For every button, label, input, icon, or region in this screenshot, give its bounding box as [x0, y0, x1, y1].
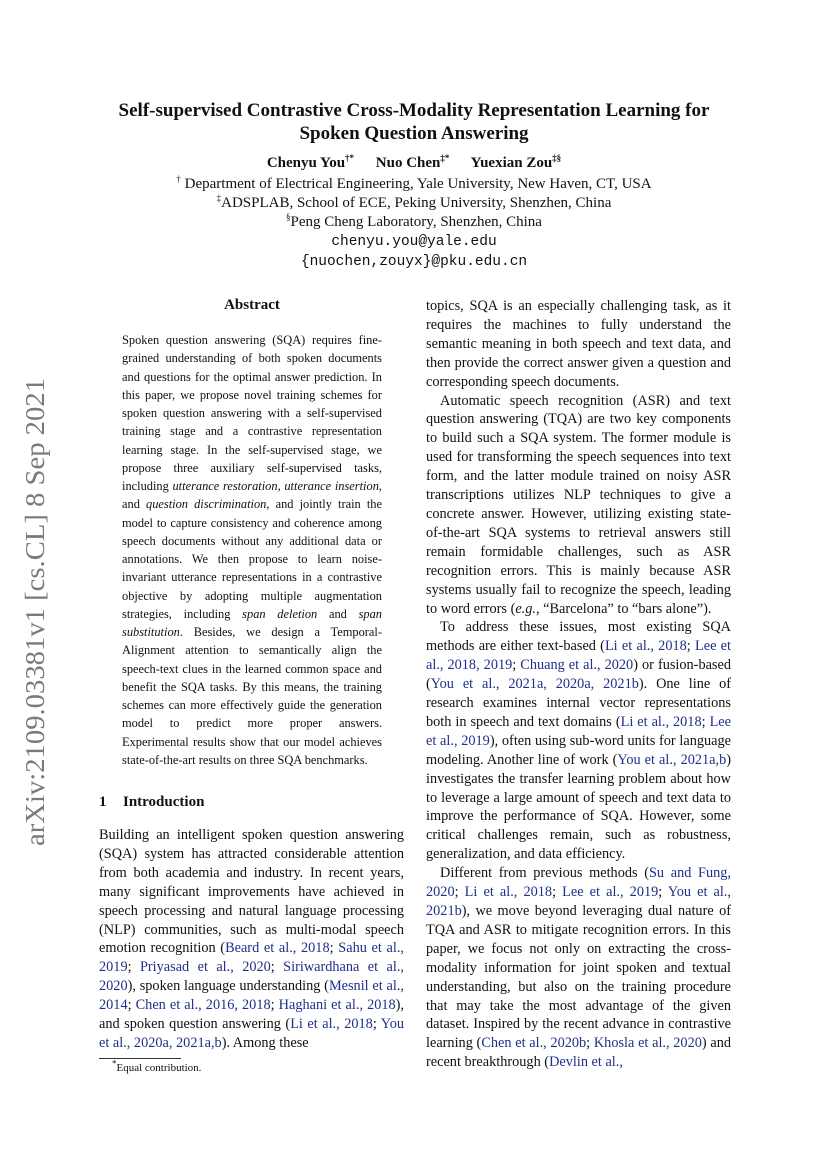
affiliation-text: Department of Electrical Engineering, Yale University, New Haven, CT, USA — [180, 176, 652, 192]
citation-link[interactable]: Li et al., 2018 — [290, 1016, 373, 1033]
affiliation-3 — [80, 213, 748, 232]
citation-link[interactable]: Haghani et al., 2018 — [278, 997, 396, 1014]
citation-link[interactable]: Chen et al., 2016, 2018 — [135, 997, 271, 1014]
affiliation-text: ADSPLAB, School of ECE, Peking University, Shenzhen, China — [221, 195, 612, 211]
author-name: Yuexian Zou — [470, 155, 553, 171]
citation-link[interactable]: Priyasad et al., 2020 — [139, 959, 271, 976]
citation-link[interactable]: Chuang et al., 2020 — [520, 657, 634, 674]
section-title: Introduction — [123, 794, 205, 810]
citation-link[interactable]: You et al., 2021a,b — [617, 751, 727, 768]
paragraph-2: Automatic speech recognition (ASR) and text question answering (TQA) are two key components to build such a SQA system. The former module is used for transforming the speech sequences into text form, and the latter module trained on noisy ASR transcriptions utilizes NLP techniques to give a concrete answer. However, utilizing existing state-of-the-art SQA systems to retrieval answers still remain formidable challenges, such as ASR recognition errors. This is mainly because ASR systems usually fail to recognize the speech, leading to word errors (e.g., “Barcelona” to “bars alone”). — [426, 392, 731, 617]
affiliation-text: Peng Cheng Laboratory, Shenzhen, China — [290, 214, 542, 230]
footnote — [112, 1058, 202, 1074]
section-number: 1 — [99, 794, 107, 810]
right-column-body — [426, 297, 731, 1072]
paragraph-3: To address these issues, most existing SQA methods are either text-based (Li et al., 2018; Lee et al., 2018, 2019; Chuang et al., 2020) or fusion-based (You et al., 2021a, 2020a, 2021b). One line of research examines internal vector representations both in speech and text domains (Li et al., 2018; Lee et al., 2019), often using sub-word units for language modeling. Another line of work (You et al., 2021a,b) investigates the transfer learning problem about how to leverage a large amount of speech and text data to improve the performance of SQA. However, some critical challenges remain, such as robustness, generalization, and data efficiency. — [426, 619, 731, 863]
citation-link[interactable]: Devlin et al., — [549, 1054, 623, 1071]
citation-link[interactable]: Su and Fung, 2020 — [426, 865, 731, 901]
author-list — [80, 153, 748, 173]
email-1: chenyu.you@yale.edu — [331, 234, 497, 250]
footnote-mark: * — [112, 1058, 117, 1069]
author-marks: ‡* — [440, 153, 450, 163]
author-name: Nuo Chen — [375, 155, 441, 171]
citation-link[interactable]: Lee et al., 2018, 2019 — [426, 638, 731, 674]
citation-link[interactable]: Lee et al., 2019 — [426, 713, 731, 749]
affiliation-mark: ‡ — [216, 193, 222, 203]
citation-link[interactable]: Lee et al., 2019 — [562, 884, 659, 901]
title-line-2: Spoken Question Answering — [299, 123, 529, 144]
citation-link[interactable]: You et al., 2021b — [426, 884, 732, 919]
affiliation-mark: † — [176, 174, 181, 184]
citation-link[interactable]: You et al., 2020a, 2021a,b — [99, 1016, 404, 1051]
arxiv-side-label — [14, 376, 54, 846]
citation-link[interactable]: Khosla et al., 2020 — [593, 1035, 702, 1052]
affiliation-mark: § — [286, 212, 291, 222]
footnote-text: Equal contribution. — [116, 1062, 202, 1074]
citation-link[interactable]: Li et al., 2018 — [620, 713, 702, 730]
author-name: Chenyu You — [266, 155, 346, 171]
intro-paragraph: Building an intelligent spoken question answering (SQA) system has attracted considerable attention from both academia and industry. In recent years, many significant improvements have achieved in speech processing and natural language processing (NLP) communities, such as multi-modal speech emotion recognition (Beard et al., 2018; Sahu et al., 2019; Priyasad et al., 2020; Siriwardhana et al., 2020), spoken language understanding (Mesnil et al., 2014; Chen et al., 2016, 2018; Haghani et al., 2018), and spoken question answering (Li et al., 2018; You et al., 2020a, 2021a,b). Among these — [99, 827, 405, 1051]
citation-link[interactable]: Mesnil et al., 2014 — [99, 978, 405, 1014]
affiliation-2 — [80, 194, 748, 213]
citation-link[interactable]: Li et al., 2018 — [604, 638, 687, 655]
paper-title — [80, 99, 748, 145]
paragraph-1: topics, SQA is an especially challenging task, as it requires the machines to fully understand the semantic meaning in both speech and text data, and then provide the correct answer given a question and corresponding speech documents. — [426, 298, 731, 390]
abstract-heading: Abstract — [224, 297, 280, 313]
paragraph-4: Different from previous methods (Su and Fung, 2020; Li et al., 2018; Lee et al., 2019; You et al., 2021b), we move beyond leveraging dual nature of TQA and ASR to mitigate recognition errors. In this paper, we focus not only on extracting the cross-modality information for joint spoken and textual understanding, but also on the training procedure that may take the most advantage of the given dataset. Inspired by the recent advance in contrastive learning (Chen et al., 2020b; Khosla et al., 2020) and recent breakthrough (Devlin et al., — [426, 865, 732, 1071]
citation-link[interactable]: Siriwardhana et al., 2020 — [99, 959, 404, 995]
email-2: {nuochen,zouyx}@pku.edu.cn — [300, 254, 528, 270]
author-marks: †* — [345, 153, 355, 163]
citation-link[interactable]: Sahu et al., 2019 — [99, 940, 404, 976]
author-marks: ‡§ — [552, 153, 562, 163]
citation-link[interactable]: Chen et al., 2020b — [481, 1035, 587, 1052]
arxiv-id-text: arXiv:2109.03381v1 [cs.CL] 8 Sep 2021 — [20, 405, 50, 846]
citation-link[interactable]: Li et al., 2018 — [464, 884, 553, 901]
citation-link[interactable]: Beard et al., 2018 — [225, 940, 330, 957]
title-line-1: Self-supervised Contrastive Cross-Modality Representation Learning for — [118, 100, 710, 121]
affiliation-1 — [80, 175, 748, 194]
section-heading-introduction — [99, 794, 204, 811]
abstract-text: Spoken question answering (SQA) requires fine-grained understanding of both spoken documents and questions for the optimal answer prediction. In this paper, we propose novel training schemes for spoken question answering with a self-supervised training stage and a contrastive representation learning stage. In the self-supervised stage, we propose three auxiliary self-supervised tasks, including utterance restoration, utterance insertion, and question discrimination, and jointly train the model to capture consistency and coherence among speech documents without any additional data or annotations. We then propose to learn noise-invariant utterance representations in a contrastive objective by adopting multiple augmentation strategies, including span deletion and span substitution. Besides, we design a Temporal-Alignment attention to semantically align the speech-text clues in the learned common space and benefit the SQA tasks. By this means, the training schemes can more effectively guide the generation model to predict more proper answers. Experimental results show that our model achieves state-of-the-art results on three SQA benchmarks. — [122, 333, 383, 767]
citation-link[interactable]: You et al., 2021a, 2020a, 2021b — [430, 676, 639, 693]
